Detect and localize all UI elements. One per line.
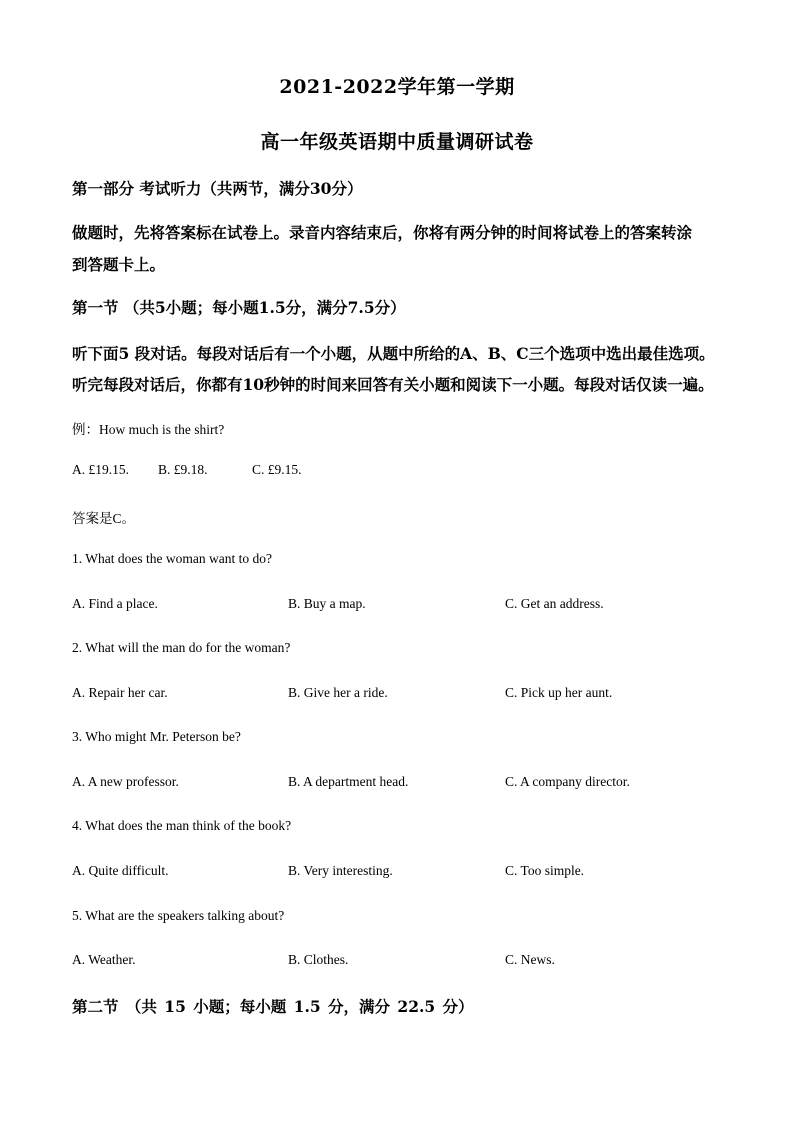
- section1-heading: 第一节 （共5小题；每小题1.5分，满分7.5分）: [72, 298, 406, 317]
- section1-instruction-line1: 听下面5 段对话。每段对话后有一个小题，从题中所给的A、B、C三个选项中选出最佳选项。: [72, 344, 715, 363]
- question-2-option-c: C. Pick up her aunt.: [505, 685, 613, 700]
- question-3-option-b: B. A department head.: [288, 774, 409, 789]
- example-option-b: B. £9.18.: [158, 462, 208, 477]
- exam-title-name: 高一年级英语期中质量调研试卷: [260, 131, 534, 153]
- section2-heading: 第二节 （共 15 小题；每小题 1.5 分，满分 22.5 分）: [72, 997, 474, 1016]
- exam-title-year: 2021-2022学年第一学期: [279, 76, 515, 98]
- part1-instruction-line1: 做题时，先将答案标在试卷上。录音内容结束后，你将有两分钟的时间将试卷上的答案转涂: [72, 223, 693, 242]
- example-question: 例：How much is the shirt?: [72, 422, 225, 437]
- question-1: 1. What does the woman want to do?: [72, 551, 272, 566]
- question-1-option-a: A. Find a place.: [72, 596, 158, 611]
- part1-heading: 第一部分 考试听力（共两节，满分30分）: [72, 179, 363, 198]
- question-4-option-a: A. Quite difficult.: [72, 863, 169, 878]
- question-3: 3. Who might Mr. Peterson be?: [72, 729, 241, 744]
- question-1-option-b: B. Buy a map.: [288, 596, 366, 611]
- question-4-option-b: B. Very interesting.: [288, 863, 393, 878]
- part1-instruction-line2: 到答题卡上。: [72, 255, 166, 274]
- example-answer: 答案是C。: [72, 511, 136, 526]
- question-5: 5. What are the speakers talking about?: [72, 908, 285, 923]
- example-option-a: A. £19.15.: [72, 462, 129, 477]
- question-5-option-a: A. Weather.: [72, 952, 136, 967]
- section1-instruction-line2: 听完每段对话后，你都有10秒钟的时间来回答有关小题和阅读下一小题。每段对话仅读一遍。: [72, 375, 714, 394]
- question-5-option-b: B. Clothes.: [288, 952, 349, 967]
- question-3-option-c: C. A company director.: [505, 774, 630, 789]
- question-4: 4. What does the man think of the book?: [72, 818, 292, 833]
- question-2: 2. What will the man do for the woman?: [72, 640, 291, 655]
- question-2-option-b: B. Give her a ride.: [288, 685, 388, 700]
- question-2-option-a: A. Repair her car.: [72, 685, 168, 700]
- question-4-option-c: C. Too simple.: [505, 863, 585, 878]
- question-5-option-c: C. News.: [505, 952, 555, 967]
- example-option-c: C. £9.15.: [252, 462, 302, 477]
- question-1-option-c: C. Get an address.: [505, 596, 604, 611]
- question-3-option-a: A. A new professor.: [72, 774, 179, 789]
